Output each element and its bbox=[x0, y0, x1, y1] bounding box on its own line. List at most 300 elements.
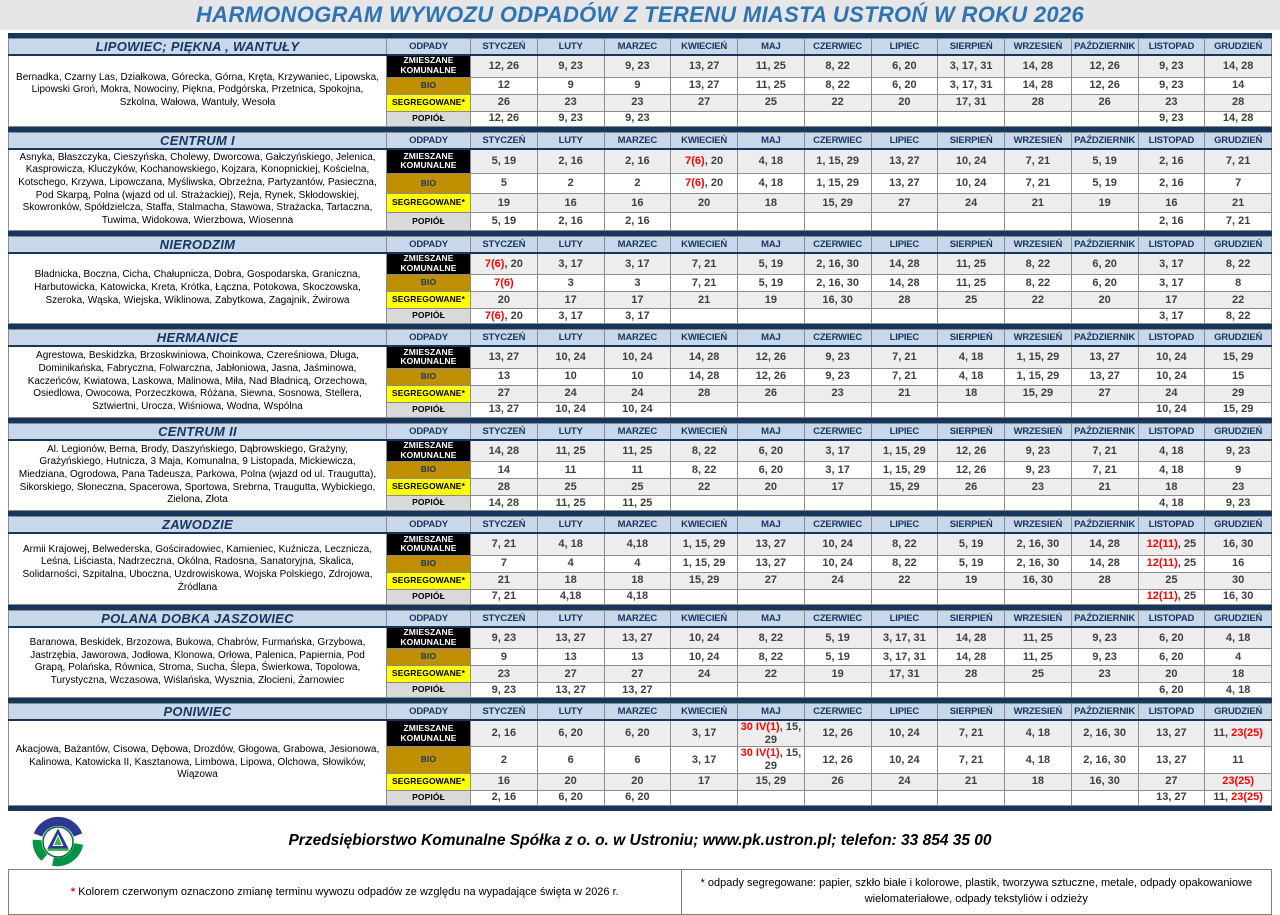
schedule-date-cell: 14, 28 bbox=[938, 649, 1005, 666]
district-name: NIERODZIM bbox=[9, 236, 387, 253]
district-section bbox=[8, 236, 1272, 325]
schedule-date-cell: 6, 20 bbox=[1138, 649, 1205, 666]
schedule-date-cell: 9, 23 bbox=[604, 111, 671, 126]
waste-row-label-segregowane: SEGREGOWANE* bbox=[387, 385, 471, 402]
waste-row-label-segregowane: SEGREGOWANE* bbox=[387, 666, 471, 683]
schedule-date-cell: 8, 22 bbox=[1205, 253, 1272, 275]
column-header-month: LUTY bbox=[537, 423, 604, 440]
schedule-date-cell: 7, 21 bbox=[471, 589, 538, 604]
schedule-date-cell bbox=[1071, 309, 1138, 324]
schedule-date-cell: 28 bbox=[1005, 94, 1072, 111]
schedule-date-cell: 9, 23 bbox=[1138, 77, 1205, 94]
schedule-date-cell bbox=[1071, 589, 1138, 604]
waste-row-label-zmieszane: ZMIESZANE KOMUNALNE bbox=[387, 55, 471, 77]
schedule-date-cell: 12 bbox=[471, 77, 538, 94]
schedule-date-cell: 23 bbox=[1138, 94, 1205, 111]
column-header-month: MAJ bbox=[738, 236, 805, 253]
schedule-date-cell: 11 bbox=[537, 462, 604, 479]
schedule-date-cell bbox=[738, 683, 805, 698]
schedule-date-cell: 13, 27 bbox=[871, 149, 938, 174]
schedule-date-cell bbox=[738, 402, 805, 417]
schedule-date-cell: 14, 28 bbox=[1205, 55, 1272, 77]
schedule-date-cell: 7, 21 bbox=[871, 346, 938, 368]
column-header-odpady: ODPADY bbox=[387, 610, 471, 627]
schedule-date-cell: 6, 20 bbox=[604, 790, 671, 805]
schedule-date-cell: 27 bbox=[471, 385, 538, 402]
schedule-date-cell: 1, 15, 29 bbox=[871, 462, 938, 479]
schedule-date-cell: 11, 25 bbox=[1005, 649, 1072, 666]
schedule-date-cell: 10, 24 bbox=[804, 555, 871, 572]
schedule-date-cell: 4, 18 bbox=[1138, 496, 1205, 511]
schedule-date-cell: 3, 17 bbox=[537, 253, 604, 275]
column-header-month: SIERPIEŃ bbox=[938, 39, 1005, 56]
schedule-date-cell: 10, 24 bbox=[671, 627, 738, 649]
column-header-month: LUTY bbox=[537, 704, 604, 721]
schedule-date-cell bbox=[671, 589, 738, 604]
column-header-month: STYCZEŃ bbox=[471, 517, 538, 534]
schedule-date-cell: 7, 21 bbox=[1205, 149, 1272, 174]
schedule-date-cell: 7, 21 bbox=[871, 368, 938, 385]
column-header-month: SIERPIEŃ bbox=[938, 330, 1005, 347]
schedule-date-cell: 11, 25 bbox=[738, 77, 805, 94]
column-header-month: STYCZEŃ bbox=[471, 330, 538, 347]
schedule-date-cell: 2 bbox=[537, 174, 604, 194]
schedule-date-cell: 15, 29 bbox=[804, 193, 871, 213]
column-header-month: KWIECIEŃ bbox=[671, 39, 738, 56]
segregated-waste-note bbox=[682, 870, 1271, 914]
schedule-date-cell: 9, 23 bbox=[471, 683, 538, 698]
schedule-date-cell bbox=[738, 309, 805, 324]
column-header-month: LIPIEC bbox=[871, 132, 938, 149]
legend-notes bbox=[8, 869, 1272, 915]
schedule-date-cell: 9, 23 bbox=[1005, 462, 1072, 479]
column-header-month: SIERPIEŃ bbox=[938, 423, 1005, 440]
waste-row-label-popiol: POPIÓŁ bbox=[387, 402, 471, 417]
schedule-date-cell: 6, 20 bbox=[1071, 253, 1138, 275]
changed-date: 7(6) bbox=[685, 155, 705, 168]
schedule-date-cell: 8 bbox=[1205, 275, 1272, 292]
schedule-date-cell: 12(11), 25 bbox=[1138, 555, 1205, 572]
schedule-date-cell: 13 bbox=[471, 368, 538, 385]
schedule-date-cell: 5, 19 bbox=[738, 253, 805, 275]
district-name: LIPOWIEC; PIĘKNA , WANTUŁY bbox=[9, 39, 387, 56]
schedule-date-cell: 14 bbox=[471, 462, 538, 479]
changed-date: 12(11) bbox=[1146, 590, 1178, 603]
schedule-date-cell bbox=[938, 496, 1005, 511]
column-header-odpady: ODPADY bbox=[387, 517, 471, 534]
schedule-date-cell: 11, 23(25) bbox=[1205, 720, 1272, 747]
schedule-date-cell: 16 bbox=[604, 193, 671, 213]
column-header-odpady: ODPADY bbox=[387, 39, 471, 56]
column-header-month: WRZESIEŃ bbox=[1005, 610, 1072, 627]
column-header-month: PAŹDZIERNIK bbox=[1071, 517, 1138, 534]
schedule-date-cell bbox=[1005, 111, 1072, 126]
schedule-date-cell: 9, 23 bbox=[1138, 111, 1205, 126]
changed-date: 23(25) bbox=[1231, 727, 1263, 740]
schedule-date-cell: 1, 15, 29 bbox=[1005, 346, 1072, 368]
schedule-date-cell: 7, 21 bbox=[938, 747, 1005, 773]
column-header-month: LUTY bbox=[537, 39, 604, 56]
column-header-month: KWIECIEŃ bbox=[671, 517, 738, 534]
column-header-month: MAJ bbox=[738, 132, 805, 149]
schedule-date-cell: 9, 23 bbox=[604, 55, 671, 77]
district-streets: Akacjowa, Bażantów, Cisowa, Dębowa, Drozdów, Głogowa, Grabowa, Jesionowa, Kalinowa, Katowicka II, Kasztanowa, Limbowa, Lipowa, Olchowa, Słowików, Wiązowa bbox=[9, 720, 387, 805]
schedule-date-cell: 9, 23 bbox=[1005, 440, 1072, 462]
schedule-date-cell: 14 bbox=[1205, 77, 1272, 94]
schedule-date-cell: 6, 20 bbox=[738, 440, 805, 462]
schedule-date-cell: 2, 16 bbox=[1138, 149, 1205, 174]
column-header-month: LISTOPAD bbox=[1138, 423, 1205, 440]
district-name: ZAWODZIE bbox=[9, 517, 387, 534]
column-header-month: LISTOPAD bbox=[1138, 236, 1205, 253]
schedule-date-cell: 28 bbox=[938, 666, 1005, 683]
schedule-date-cell bbox=[738, 496, 805, 511]
schedule-date-cell: 9, 23 bbox=[1071, 649, 1138, 666]
schedule-date-cell: 10, 24 bbox=[871, 747, 938, 773]
schedule-date-cell: 19 bbox=[738, 292, 805, 309]
column-header-month: WRZESIEŃ bbox=[1005, 236, 1072, 253]
schedule-date-cell bbox=[938, 790, 1005, 805]
schedule-date-cell: 17 bbox=[1138, 292, 1205, 309]
waste-row-label-zmieszane: ZMIESZANE KOMUNALNE bbox=[387, 440, 471, 462]
waste-row-label-popiol: POPIÓŁ bbox=[387, 496, 471, 511]
schedule-date-cell: 30 IV(1), 15, 29 bbox=[738, 720, 805, 747]
schedule-date-cell bbox=[671, 790, 738, 805]
asterisk: * bbox=[700, 876, 705, 889]
schedule-date-cell: 20 bbox=[1071, 292, 1138, 309]
waste-row-label-zmieszane: ZMIESZANE KOMUNALNE bbox=[387, 533, 471, 555]
schedule-date-cell: 6 bbox=[604, 747, 671, 773]
schedule-date-cell: 10, 24 bbox=[938, 174, 1005, 194]
schedule-date-cell: 8, 22 bbox=[671, 440, 738, 462]
schedule-date-cell bbox=[804, 496, 871, 511]
column-header-month: MARZEC bbox=[604, 704, 671, 721]
schedule-date-cell: 4,18 bbox=[604, 589, 671, 604]
schedule-date-cell: 3, 17, 31 bbox=[871, 627, 938, 649]
schedule-date-cell: 13 bbox=[537, 649, 604, 666]
column-header-month: LISTOPAD bbox=[1138, 517, 1205, 534]
waste-row-label-zmieszane: ZMIESZANE KOMUNALNE bbox=[387, 346, 471, 368]
schedule-date-cell: 11, 25 bbox=[1005, 627, 1072, 649]
column-header-month: MARZEC bbox=[604, 132, 671, 149]
schedule-date-cell: 28 bbox=[671, 385, 738, 402]
schedule-date-cell bbox=[1071, 496, 1138, 511]
schedule-date-cell: 13, 27 bbox=[738, 533, 805, 555]
schedule-date-cell: 15, 29 bbox=[1205, 402, 1272, 417]
schedule-date-cell: 3 bbox=[604, 275, 671, 292]
schedule-date-cell: 24 bbox=[537, 385, 604, 402]
schedule-date-cell: 15, 29 bbox=[671, 572, 738, 589]
schedule-date-cell: 27 bbox=[871, 193, 938, 213]
schedule-date-cell: 17, 31 bbox=[871, 666, 938, 683]
schedule-date-cell: 2 bbox=[604, 174, 671, 194]
district-streets: Armii Krajowej, Belwederska, Gościradowiec, Kamieniec, Kuźnicza, Lecznicza, Leśna, Liściasta, Nadrzeczna, Okólna, Radosna, Sanatoryjna, Skalica, Solidarności, Szpitalna, Uboczna, Uzdrowiskowa, Wojska Polskiego, Zdrojowa, Źródlana bbox=[9, 533, 387, 604]
schedule-date-cell: 14, 28 bbox=[1071, 555, 1138, 572]
district-streets: Bładnicka, Boczna, Cicha, Chałupnicza, Dobra, Gospodarska, Graniczna, Harbutowicka, Katowicka, Kreta, Krótka, Łączna, Potokowa, Skoczowska, Szeroka, Wąska, Wiejska, Wiklinowa, Zabytkowa, Zagajnik, Żwirowa bbox=[9, 253, 387, 324]
schedule-date-cell: 9, 23 bbox=[804, 346, 871, 368]
schedule-date-cell: 10, 24 bbox=[671, 649, 738, 666]
schedule-date-cell bbox=[1071, 790, 1138, 805]
schedule-date-cell: 13, 27 bbox=[671, 55, 738, 77]
schedule-date-cell: 8, 22 bbox=[804, 77, 871, 94]
schedule-date-cell: 28 bbox=[1205, 94, 1272, 111]
schedule-date-cell: 4, 18 bbox=[1138, 440, 1205, 462]
schedule-date-cell bbox=[871, 309, 938, 324]
column-header-month: GRUDZIEŃ bbox=[1205, 423, 1272, 440]
waste-row-label-segregowane: SEGREGOWANE* bbox=[387, 193, 471, 213]
column-header-month: CZERWIEC bbox=[804, 39, 871, 56]
schedule-date-cell: 2, 16 bbox=[471, 720, 538, 747]
column-header-month: KWIECIEŃ bbox=[671, 423, 738, 440]
schedule-date-cell: 2, 16 bbox=[471, 790, 538, 805]
waste-row-label-bio: BIO bbox=[387, 555, 471, 572]
schedule-date-cell: 7 bbox=[1205, 174, 1272, 194]
column-header-month: MARZEC bbox=[604, 330, 671, 347]
schedule-date-cell: 18 bbox=[1205, 666, 1272, 683]
waste-row-label-zmieszane: ZMIESZANE KOMUNALNE bbox=[387, 149, 471, 174]
schedule-date-cell: 3, 17 bbox=[804, 440, 871, 462]
schedule-date-cell: 27 bbox=[671, 94, 738, 111]
schedule-date-cell: 9, 23 bbox=[1138, 55, 1205, 77]
waste-row-label-popiol: POPIÓŁ bbox=[387, 790, 471, 805]
schedule-date-cell: 3, 17 bbox=[671, 747, 738, 773]
schedule-date-cell: 6, 20 bbox=[604, 720, 671, 747]
schedule-date-cell: 7, 21 bbox=[1071, 440, 1138, 462]
schedule-date-cell: 27 bbox=[1138, 773, 1205, 790]
column-header-month: LUTY bbox=[537, 610, 604, 627]
changed-date: 30 IV(1) bbox=[740, 747, 780, 760]
schedule-date-cell: 7, 21 bbox=[938, 720, 1005, 747]
column-header-month: PAŹDZIERNIK bbox=[1071, 132, 1138, 149]
schedule-date-cell: 24 bbox=[938, 193, 1005, 213]
schedule-date-cell: 11 bbox=[604, 462, 671, 479]
column-header-month: PAŹDZIERNIK bbox=[1071, 610, 1138, 627]
schedule-date-cell: 19 bbox=[938, 572, 1005, 589]
schedule-date-cell: 12(11), 25 bbox=[1138, 589, 1205, 604]
schedule-date-cell: 16 bbox=[471, 773, 538, 790]
schedule-date-cell: 12(11), 25 bbox=[1138, 533, 1205, 555]
district-streets: Bernadka, Czarny Las, Działkowa, Górecka, Górna, Kręta, Krzywaniec, Lipowska, Lipowski Groń, Mokra, Nowociny, Piękna, Podgórska, Przetnica, Spokojna, Szkolna, Wałowa, Wantuły, Wesoła bbox=[9, 55, 387, 126]
schedule-date-cell: 3, 17 bbox=[604, 309, 671, 324]
schedule-date-cell: 9 bbox=[604, 77, 671, 94]
waste-row-label-segregowane: SEGREGOWANE* bbox=[387, 94, 471, 111]
column-header-month: SIERPIEŃ bbox=[938, 610, 1005, 627]
column-header-month: MARZEC bbox=[604, 517, 671, 534]
schedule-date-cell: 18 bbox=[1005, 773, 1072, 790]
schedule-date-cell: 10 bbox=[604, 368, 671, 385]
segregated-waste-note-text: odpady segregowane: papier, szkło białe i kolorowe, plastik, tworzywa sztuczne, metale, odpady opakowaniowe wielomateriałowe, odpady tekstyliów i odzieży bbox=[704, 876, 1253, 905]
column-header-month: WRZESIEŃ bbox=[1005, 330, 1072, 347]
red-date-note bbox=[9, 870, 682, 914]
schedule-date-cell: 2, 16, 30 bbox=[1071, 747, 1138, 773]
schedule-date-cell: 24 bbox=[804, 572, 871, 589]
schedule-date-cell: 20 bbox=[871, 94, 938, 111]
schedule-date-cell: 5, 19 bbox=[1071, 149, 1138, 174]
schedule-date-cell: 4, 18 bbox=[537, 533, 604, 555]
schedule-date-cell: 1, 15, 29 bbox=[804, 149, 871, 174]
schedule-date-cell: 9 bbox=[471, 649, 538, 666]
schedule-date-cell: 8, 22 bbox=[1205, 309, 1272, 324]
schedule-date-cell bbox=[938, 309, 1005, 324]
schedule-date-cell: 4, 18 bbox=[938, 368, 1005, 385]
column-header-month: SIERPIEŃ bbox=[938, 236, 1005, 253]
column-header-month: SIERPIEŃ bbox=[938, 704, 1005, 721]
schedule-date-cell: 6, 20 bbox=[738, 462, 805, 479]
changed-date: 12(11) bbox=[1146, 538, 1178, 551]
schedule-date-cell: 2, 16, 30 bbox=[804, 275, 871, 292]
schedule-date-cell bbox=[1005, 683, 1072, 698]
schedule-date-cell: 5, 19 bbox=[471, 149, 538, 174]
column-header-month: KWIECIEŃ bbox=[671, 132, 738, 149]
district-section bbox=[8, 132, 1272, 231]
waste-row-label-segregowane: SEGREGOWANE* bbox=[387, 572, 471, 589]
column-header-month: GRUDZIEŃ bbox=[1205, 704, 1272, 721]
column-header-month: KWIECIEŃ bbox=[671, 704, 738, 721]
schedule-date-cell: 5, 19 bbox=[938, 533, 1005, 555]
district-section bbox=[8, 703, 1272, 806]
column-header-month: CZERWIEC bbox=[804, 132, 871, 149]
schedule-date-cell: 15 bbox=[1205, 368, 1272, 385]
schedule-date-cell: 4, 18 bbox=[1138, 462, 1205, 479]
changed-date: 7(6) bbox=[494, 276, 514, 289]
company-logo-icon bbox=[32, 815, 84, 867]
schedule-date-cell bbox=[938, 683, 1005, 698]
schedule-date-cell: 12, 26 bbox=[1071, 55, 1138, 77]
district-section bbox=[8, 610, 1272, 699]
schedule-date-cell: 13, 27 bbox=[738, 555, 805, 572]
schedule-date-cell: 11, 23(25) bbox=[1205, 790, 1272, 805]
waste-row-label-popiol: POPIÓŁ bbox=[387, 213, 471, 230]
column-header-month: GRUDZIEŃ bbox=[1205, 39, 1272, 56]
schedule-date-cell: 23 bbox=[537, 94, 604, 111]
schedule-date-cell: 21 bbox=[1071, 479, 1138, 496]
schedule-date-cell: 1, 15, 29 bbox=[871, 440, 938, 462]
schedule-date-cell: 9, 23 bbox=[804, 368, 871, 385]
schedule-date-cell: 19 bbox=[471, 193, 538, 213]
schedule-date-cell: 6, 20 bbox=[1138, 627, 1205, 649]
schedule-date-cell: 8, 22 bbox=[871, 555, 938, 572]
schedule-date-cell: 23 bbox=[471, 666, 538, 683]
schedule-date-cell: 26 bbox=[738, 385, 805, 402]
column-header-month: CZERWIEC bbox=[804, 330, 871, 347]
column-header-month: LISTOPAD bbox=[1138, 704, 1205, 721]
schedule-date-cell: 20 bbox=[537, 773, 604, 790]
schedule-date-cell: 23 bbox=[1205, 479, 1272, 496]
schedule-date-cell: 3, 17, 31 bbox=[938, 55, 1005, 77]
schedule-date-cell: 23 bbox=[1071, 666, 1138, 683]
schedule-date-cell: 24 bbox=[604, 385, 671, 402]
schedule-date-cell: 2, 16 bbox=[1138, 213, 1205, 230]
schedule-date-cell: 10, 24 bbox=[604, 346, 671, 368]
district-name: PONIWIEC bbox=[9, 704, 387, 721]
schedule-date-cell bbox=[738, 589, 805, 604]
schedule-date-cell: 21 bbox=[471, 572, 538, 589]
column-header-month: LISTOPAD bbox=[1138, 39, 1205, 56]
schedule-date-cell: 4, 18 bbox=[1005, 747, 1072, 773]
schedule-date-cell: 18 bbox=[537, 572, 604, 589]
red-asterisk: * bbox=[70, 885, 76, 898]
schedule-date-cell: 12, 26 bbox=[804, 747, 871, 773]
schedule-date-cell: 10, 24 bbox=[537, 402, 604, 417]
schedule-date-cell: 1, 15, 29 bbox=[804, 174, 871, 194]
schedule-date-cell bbox=[671, 402, 738, 417]
schedule-date-cell: 7, 21 bbox=[1005, 174, 1072, 194]
schedule-date-cell: 8, 22 bbox=[1005, 275, 1072, 292]
waste-row-label-bio: BIO bbox=[387, 77, 471, 94]
waste-row-label-bio: BIO bbox=[387, 368, 471, 385]
schedule-date-cell: 29 bbox=[1205, 385, 1272, 402]
schedule-date-cell: 10, 24 bbox=[1138, 368, 1205, 385]
schedule-date-cell: 20 bbox=[671, 193, 738, 213]
column-header-odpady: ODPADY bbox=[387, 423, 471, 440]
schedule-date-cell: 14, 28 bbox=[1205, 111, 1272, 126]
schedule-date-cell: 9, 23 bbox=[1205, 440, 1272, 462]
schedule-date-cell: 7(6), 20 bbox=[471, 309, 538, 324]
schedule-date-cell: 25 bbox=[938, 292, 1005, 309]
schedule-date-cell: 30 IV(1), 15, 29 bbox=[738, 747, 805, 773]
schedule-date-cell: 21 bbox=[938, 773, 1005, 790]
schedule-date-cell: 4, 18 bbox=[738, 149, 805, 174]
schedule-date-cell: 3 bbox=[537, 275, 604, 292]
schedule-date-cell: 3, 17 bbox=[804, 462, 871, 479]
district-name: CENTRUM II bbox=[9, 423, 387, 440]
column-header-month: STYCZEŃ bbox=[471, 132, 538, 149]
schedule-date-cell: 5, 19 bbox=[1071, 174, 1138, 194]
company-info-line: Przedsiębiorstwo Komunalne Spółka z o. o. w Ustroniu; www.pk.ustron.pl; telefon: 33 854 35 00 bbox=[288, 831, 992, 849]
schedule-date-cell: 15, 29 bbox=[1205, 346, 1272, 368]
schedule-date-cell bbox=[738, 213, 805, 230]
column-header-month: MAJ bbox=[738, 704, 805, 721]
waste-row-label-bio: BIO bbox=[387, 462, 471, 479]
schedule-date-cell: 4 bbox=[1205, 649, 1272, 666]
schedule-date-cell: 25 bbox=[604, 479, 671, 496]
schedule-date-cell: 14, 28 bbox=[671, 346, 738, 368]
schedule-date-cell: 8, 22 bbox=[738, 649, 805, 666]
schedule-date-cell: 4 bbox=[537, 555, 604, 572]
schedule-date-cell: 13, 27 bbox=[1138, 747, 1205, 773]
schedule-date-cell: 2, 16 bbox=[604, 149, 671, 174]
column-header-month: LUTY bbox=[537, 517, 604, 534]
schedule-date-cell: 4,18 bbox=[537, 589, 604, 604]
schedule-date-cell: 10, 24 bbox=[537, 346, 604, 368]
schedule-date-cell bbox=[804, 402, 871, 417]
schedule-date-cell bbox=[871, 790, 938, 805]
schedule-date-cell: 12, 26 bbox=[471, 111, 538, 126]
waste-row-label-bio: BIO bbox=[387, 174, 471, 194]
schedule-date-cell: 7, 21 bbox=[471, 533, 538, 555]
schedule-date-cell: 16, 30 bbox=[1071, 773, 1138, 790]
schedule-date-cell bbox=[804, 213, 871, 230]
schedule-date-cell: 18 bbox=[604, 572, 671, 589]
column-header-month: GRUDZIEŃ bbox=[1205, 610, 1272, 627]
schedule-date-cell bbox=[671, 496, 738, 511]
schedule-date-cell: 8, 22 bbox=[671, 462, 738, 479]
schedule-date-cell: 15, 29 bbox=[871, 479, 938, 496]
schedule-date-cell: 22 bbox=[671, 479, 738, 496]
column-header-odpady: ODPADY bbox=[387, 236, 471, 253]
schedule-date-cell: 23 bbox=[1005, 479, 1072, 496]
schedule-date-cell: 10, 24 bbox=[804, 533, 871, 555]
schedule-date-cell: 14, 28 bbox=[871, 253, 938, 275]
schedule-date-cell bbox=[671, 111, 738, 126]
schedule-date-cell: 24 bbox=[871, 773, 938, 790]
schedule-date-cell: 4, 18 bbox=[1205, 627, 1272, 649]
column-header-month: GRUDZIEŃ bbox=[1205, 517, 1272, 534]
schedule-date-cell: 8, 22 bbox=[1005, 253, 1072, 275]
schedule-date-cell: 7, 21 bbox=[1071, 462, 1138, 479]
schedule-date-cell bbox=[804, 589, 871, 604]
schedule-date-cell: 9 bbox=[1205, 462, 1272, 479]
